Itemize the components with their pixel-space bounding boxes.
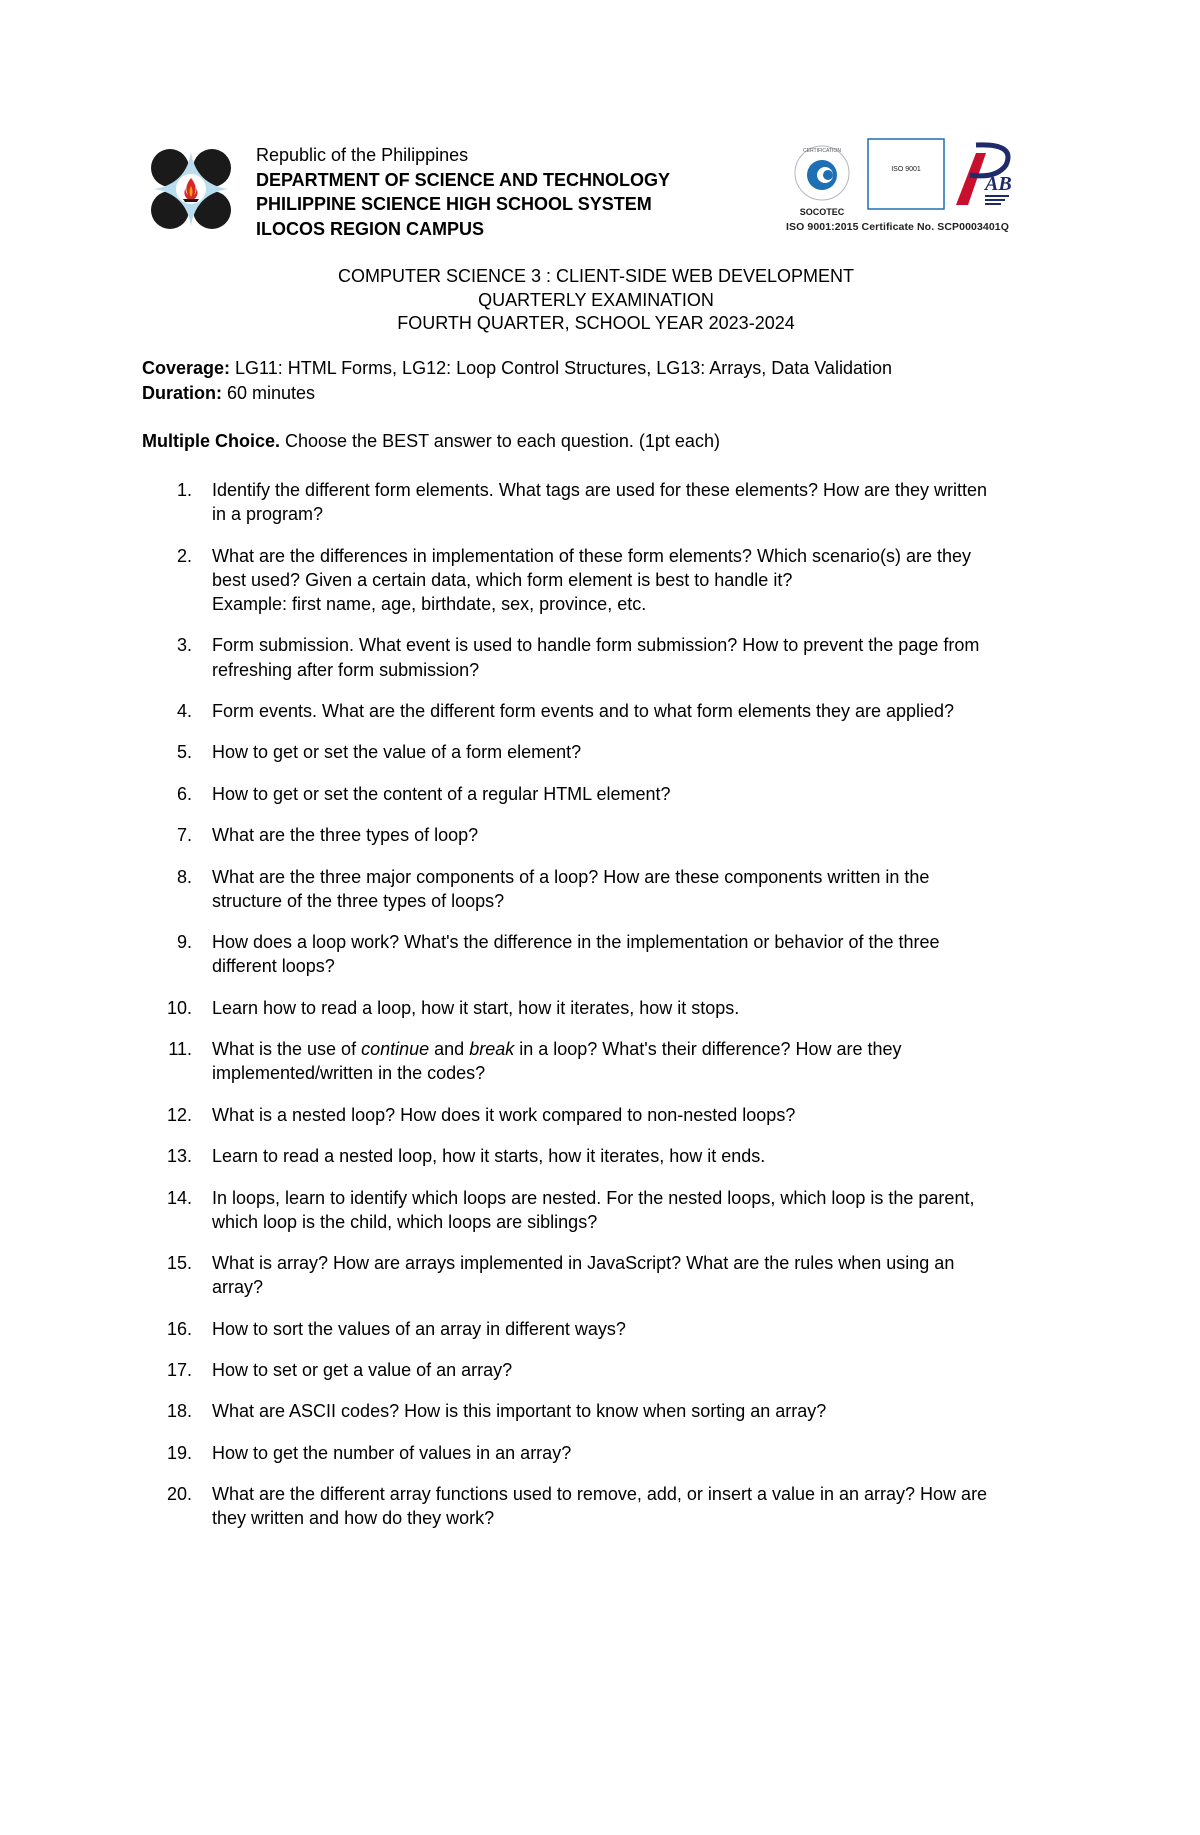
instructions-text: Choose the BEST answer to each question. (1pt each)	[280, 431, 720, 451]
question-item	[142, 1317, 1082, 1341]
question-line: Example: first name, age, birthdate, sex, province, etc.	[212, 594, 647, 614]
svg-text:ISO 9001: ISO 9001	[891, 166, 921, 173]
exam-title	[0, 265, 1200, 336]
question-number: 15.	[166, 1253, 192, 1274]
question-number: 1.	[176, 480, 192, 500]
question-item	[142, 1186, 1082, 1234]
school-header	[256, 143, 670, 241]
question-line: Form submission. What event is used to handle form submission? How to prevent the page from	[212, 635, 980, 656]
question-line: In loops, learn to identify which loops are nested. For the nested loops, which loop is the parent,	[212, 1187, 975, 1208]
question-item	[142, 1441, 1082, 1465]
question-item	[142, 633, 1082, 681]
exam-term: FOURTH QUARTER, SCHOOL YEAR 2023-2024	[397, 313, 795, 333]
question-line: How to set or get a value of an array?	[212, 1360, 513, 1381]
coverage-label: Coverage:	[142, 358, 231, 378]
question-number: 9.	[176, 932, 192, 953]
question-number: 14.	[166, 1187, 192, 1208]
coverage-value: LG11: HTML Forms, LG12: Loop Control Structures, LG13: Arrays, Data Validation	[230, 358, 892, 378]
question-number: 20.	[166, 1484, 192, 1505]
question-line: What is the use of continue and break in a loop? What's their difference? How are they	[212, 1039, 902, 1060]
system-line: PHILIPPINE SCIENCE HIGH SCHOOL SYSTEM	[256, 194, 652, 214]
question-line: Learn how to read a loop, how it start, how it iterates, how it stops.	[212, 997, 740, 1018]
question-item	[142, 782, 1082, 806]
question-item	[142, 544, 1082, 617]
duration-label: Duration:	[142, 383, 222, 403]
question-line: What are ASCII codes? How is this important to know when sorting an array?	[212, 1401, 827, 1422]
question-number: 2.	[176, 545, 192, 566]
country-line: Republic of the Philippines	[256, 145, 469, 165]
question-line: What are the three types of loop?	[212, 825, 479, 846]
duration-line	[142, 381, 892, 406]
question-line: How to get or set the value of a form element?	[212, 742, 582, 763]
exam-meta	[142, 356, 892, 406]
question-item	[142, 1144, 1082, 1168]
question-number: 10.	[166, 997, 192, 1018]
question-line: What is a nested loop? How does it work compared to non-nested loops?	[212, 1104, 796, 1125]
exam-type: QUARTERLY EXAMINATION	[478, 289, 714, 310]
question-number: 11.	[168, 1039, 192, 1060]
svg-text:CERTIFICATION: CERTIFICATION	[803, 148, 841, 154]
question-line: Identify the different form elements. What tags are used for these elements? How are they written	[212, 480, 988, 500]
question-item	[142, 1399, 1082, 1423]
question-line: best used? Given a certain data, which form element is best to handle it?	[212, 569, 793, 590]
question-line: different loops?	[212, 956, 335, 977]
question-line: How to get the number of values in an array?	[212, 1442, 572, 1463]
italic-term: continue	[361, 1039, 430, 1060]
question-line: What are the differences in implementation of these form elements? Which scenario(s) are they	[212, 545, 972, 566]
question-line: How to sort the values of an array in different ways?	[212, 1318, 626, 1339]
question-line: What is array? How are arrays implemented in JavaScript? What are the rules when using an	[212, 1253, 955, 1274]
question-number: 4.	[176, 700, 192, 721]
iso-9001-badge-icon	[868, 139, 944, 209]
question-number: 16.	[166, 1318, 192, 1339]
question-item	[142, 1251, 1082, 1299]
duration-value: 60 minutes	[222, 383, 316, 403]
question-item	[142, 699, 1082, 723]
question-number: 6.	[176, 783, 192, 804]
question-line: What are the three major components of a loop? How are these components written in the	[212, 866, 930, 887]
question-line: What are the different array functions used to remove, add, or insert a value in an array? How are	[212, 1484, 988, 1505]
department-line: DEPARTMENT OF SCIENCE AND TECHNOLOGY	[256, 169, 671, 190]
svg-text:SOCOTEC: SOCOTEC	[799, 207, 845, 217]
question-line: How to get or set the content of a regular HTML element?	[212, 783, 671, 804]
question-item	[142, 996, 1082, 1020]
italic-term: break	[469, 1039, 515, 1060]
question-line: Learn to read a nested loop, how it starts, how it iterates, how it ends.	[212, 1146, 766, 1167]
certification-logos	[780, 135, 1020, 235]
question-item	[142, 930, 1082, 978]
question-line: Form events. What are the different form events and to what form elements they are applied?	[212, 700, 955, 721]
question-line: array?	[212, 1277, 264, 1298]
socotec-logo-icon	[795, 146, 849, 217]
course-title: COMPUTER SCIENCE 3 : CLIENT-SIDE WEB DEVELOPMENT	[337, 266, 855, 286]
question-number: 5.	[176, 742, 192, 763]
question-line: refreshing after form submission?	[212, 659, 480, 680]
svg-text:AB: AB	[985, 173, 1012, 195]
question-line: How does a loop work? What's the difference in the implementation or behavior of the three	[212, 932, 940, 953]
question-number: 19.	[166, 1442, 192, 1463]
question-number: 17.	[166, 1360, 192, 1381]
question-number: 13.	[166, 1146, 192, 1167]
question-line: in a program?	[212, 504, 324, 525]
iso-certificate-caption: ISO 9001:2015 Certificate No. SCP0003401Q	[786, 221, 1009, 233]
instructions-label: Multiple Choice.	[142, 431, 281, 451]
question-number: 7.	[176, 825, 192, 846]
question-item	[142, 1482, 1082, 1530]
coverage-line	[142, 356, 892, 381]
question-line: they written and how do they work?	[212, 1508, 495, 1529]
campus-line: ILOCOS REGION CAMPUS	[256, 218, 485, 239]
question-item	[142, 740, 1082, 764]
question-item	[142, 1103, 1082, 1127]
pab-logo-icon	[956, 145, 1012, 205]
question-number: 8.	[176, 866, 192, 887]
question-item	[142, 478, 1082, 526]
question-list	[142, 478, 1082, 1531]
question-item	[142, 1037, 1082, 1085]
question-line: structure of the three types of loops?	[212, 890, 505, 911]
pshs-seal-icon	[150, 148, 232, 230]
question-number: 3.	[176, 635, 192, 656]
question-item	[142, 1358, 1082, 1382]
question-line: implemented/written in the codes?	[212, 1063, 486, 1084]
question-item	[142, 823, 1082, 847]
question-number: 18.	[166, 1401, 192, 1422]
instructions	[142, 429, 720, 454]
question-item	[142, 865, 1082, 913]
question-number: 12.	[166, 1104, 192, 1125]
question-line: which loop is the child, which loops are siblings?	[212, 1211, 598, 1232]
